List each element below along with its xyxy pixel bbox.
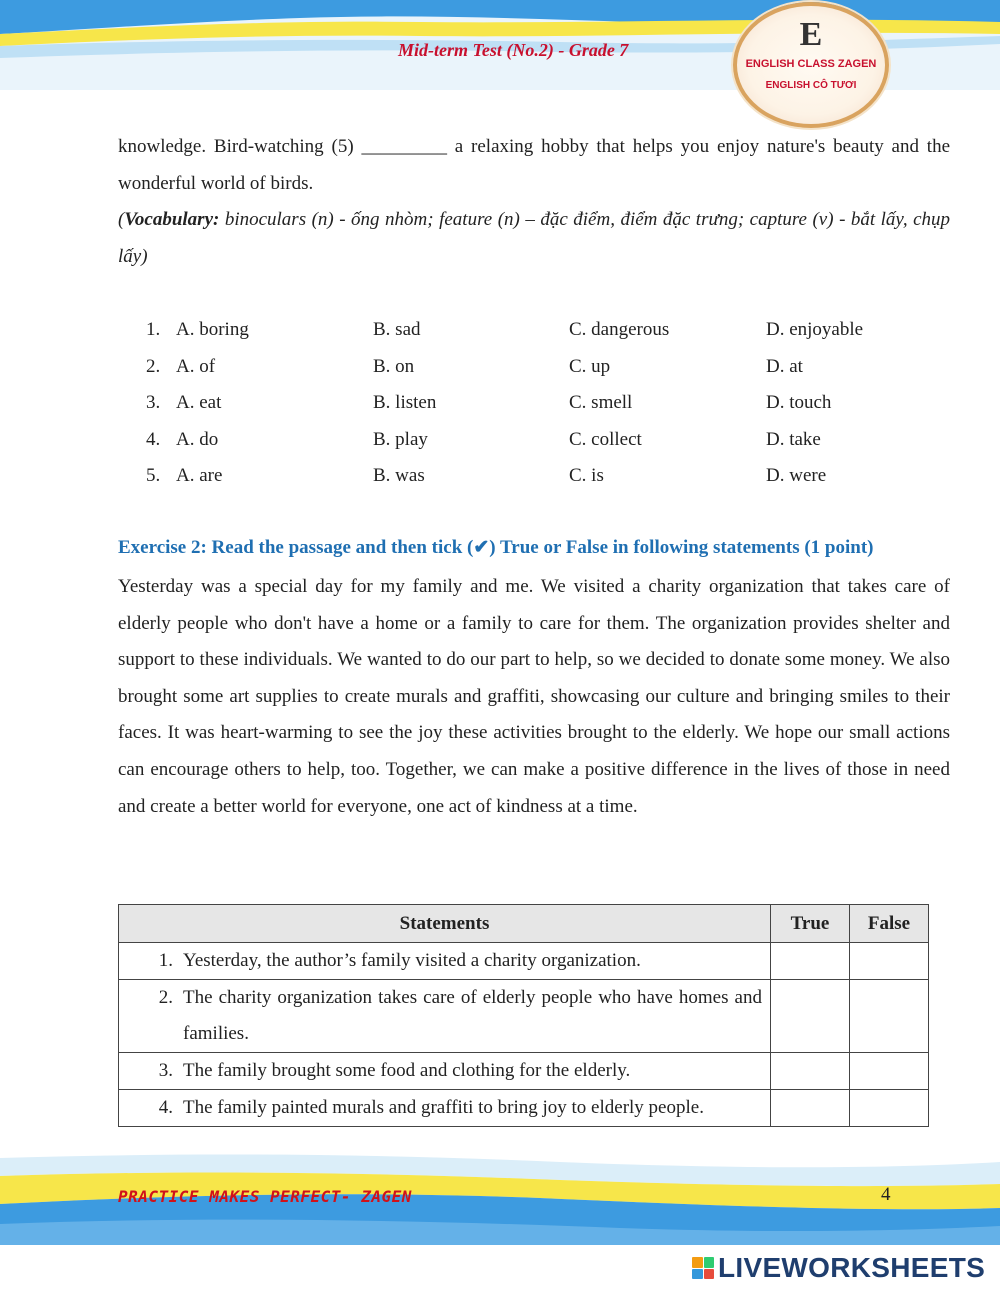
- false-checkbox-cell[interactable]: [850, 943, 929, 980]
- option-c[interactable]: C. collect: [569, 428, 642, 450]
- option-a[interactable]: A. eat: [176, 392, 222, 414]
- vocab-text: binoculars (n) - ống nhòm; feature (n) – đặc điểm, điểm đặc trưng; capture (v) - bắt lấy, chụp lấy): [118, 209, 950, 267]
- option-b[interactable]: B. listen: [373, 392, 437, 414]
- option-d[interactable]: D. were: [766, 465, 827, 487]
- school-logo: [733, 2, 889, 128]
- false-checkbox-cell[interactable]: [850, 1090, 929, 1127]
- option-c[interactable]: C. dangerous: [569, 319, 670, 340]
- option-a[interactable]: A. do: [176, 428, 219, 450]
- liveworksheets-logo-icon: [692, 1257, 714, 1279]
- option-a[interactable]: A. boring: [176, 319, 249, 340]
- statement-text: The family painted murals and graffiti to bring joy to elderly people.: [183, 1097, 704, 1118]
- statement-cell: [119, 943, 771, 980]
- vocabulary-note: [118, 202, 950, 275]
- false-checkbox-cell[interactable]: [850, 980, 929, 1053]
- watermark-text: LIVEWORKSHEETS: [718, 1252, 986, 1283]
- true-checkbox-cell[interactable]: [771, 1053, 850, 1090]
- statement-text: The charity organization takes care of elderly people who have homes and families.: [183, 987, 762, 1044]
- option-b[interactable]: B. play: [373, 428, 428, 450]
- statement-number: 4.: [158, 1097, 173, 1118]
- option-d[interactable]: D. take: [766, 428, 821, 450]
- passage1-ending: knowledge. Bird-watching (5) _________ a relaxing hobby that helps you enjoy nature's beauty and the wonderful world of birds.: [118, 136, 950, 194]
- table-header-row: [119, 905, 929, 943]
- multiple-choice-list: [146, 312, 906, 495]
- question-number: 2.: [146, 355, 161, 377]
- question-number: 3.: [146, 392, 161, 414]
- true-false-table: [118, 904, 929, 1127]
- exercise2-passage: Yesterday was a special day for my family and me. We visited a charity organization that takes care of elderly people who don't have a home or a family to care for them. The organization provides shelter and support to these individuals. We wanted to do our part to help, so we decided to donate some money. We also brought some art supplies to create murals and graffiti, showcasing our culture and bringing smiles to their faces. It was heart-warming to see the joy these activities brought to the elderly. We hope our small actions can encourage others to help, too. Together, we can make a positive difference in the lives of those in need and create a better world for everyone, one act of kindness at a time.: [118, 576, 950, 817]
- question-row: [146, 312, 906, 349]
- test-title: Mid-term Test (No.2) - Grade 7: [398, 40, 629, 60]
- question-number: 1.: [146, 319, 161, 340]
- question-row: [146, 422, 906, 459]
- false-checkbox-cell[interactable]: [850, 1053, 929, 1090]
- exercise2-title: Exercise 2: Read the passage and then tick (✔) True or False in following statements (1 point): [118, 537, 874, 558]
- logo-line1: ENGLISH CLASS ZAGEN: [745, 58, 877, 70]
- option-a[interactable]: A. are: [176, 465, 223, 487]
- footer-motto: PRACTICE MAKES PERFECT- ZAGEN: [118, 1187, 412, 1206]
- false-header: False: [850, 905, 929, 943]
- true-checkbox-cell[interactable]: [771, 1090, 850, 1127]
- statement-number: 2.: [158, 987, 173, 1008]
- option-a[interactable]: A. of: [176, 355, 216, 377]
- question-row: [146, 385, 906, 422]
- vocab-label: Vocabulary:: [124, 209, 220, 230]
- question-number: 4.: [146, 428, 161, 450]
- vocab-open-paren: (: [118, 209, 125, 230]
- true-checkbox-cell[interactable]: [771, 943, 850, 980]
- true-header: True: [771, 905, 850, 943]
- option-d[interactable]: D. touch: [766, 392, 832, 414]
- option-b[interactable]: B. was: [373, 465, 425, 487]
- option-b[interactable]: B. on: [373, 355, 415, 377]
- statement-cell: [119, 980, 771, 1053]
- statement-number: 3.: [158, 1060, 173, 1081]
- table-row: [119, 980, 929, 1053]
- statement-cell: [119, 1090, 771, 1127]
- question-number: 5.: [146, 465, 161, 487]
- table-row: [119, 1090, 929, 1127]
- option-d[interactable]: D. enjoyable: [766, 319, 864, 340]
- statement-text: The family brought some food and clothing for the elderly.: [183, 1060, 631, 1081]
- logo-letter: E: [799, 16, 823, 53]
- table-row: [119, 1053, 929, 1090]
- statement-number: 1.: [158, 950, 173, 971]
- question-row: [146, 458, 906, 495]
- statement-cell: [119, 1053, 771, 1090]
- option-c[interactable]: C. up: [569, 355, 611, 377]
- true-checkbox-cell[interactable]: [771, 980, 850, 1053]
- option-c[interactable]: C. smell: [569, 392, 633, 414]
- option-b[interactable]: B. sad: [373, 319, 421, 340]
- logo-line2: ENGLISH CÔ TƯƠI: [765, 80, 857, 91]
- question-row: [146, 349, 906, 386]
- statement-text: Yesterday, the author’s family visited a charity organization.: [183, 950, 641, 971]
- table-row: [119, 943, 929, 980]
- option-d[interactable]: D. at: [766, 355, 803, 377]
- page-number: 4: [881, 1184, 891, 1205]
- option-c[interactable]: C. is: [569, 465, 604, 487]
- liveworksheets-watermark: [692, 1252, 985, 1284]
- statements-header: Statements: [119, 905, 771, 943]
